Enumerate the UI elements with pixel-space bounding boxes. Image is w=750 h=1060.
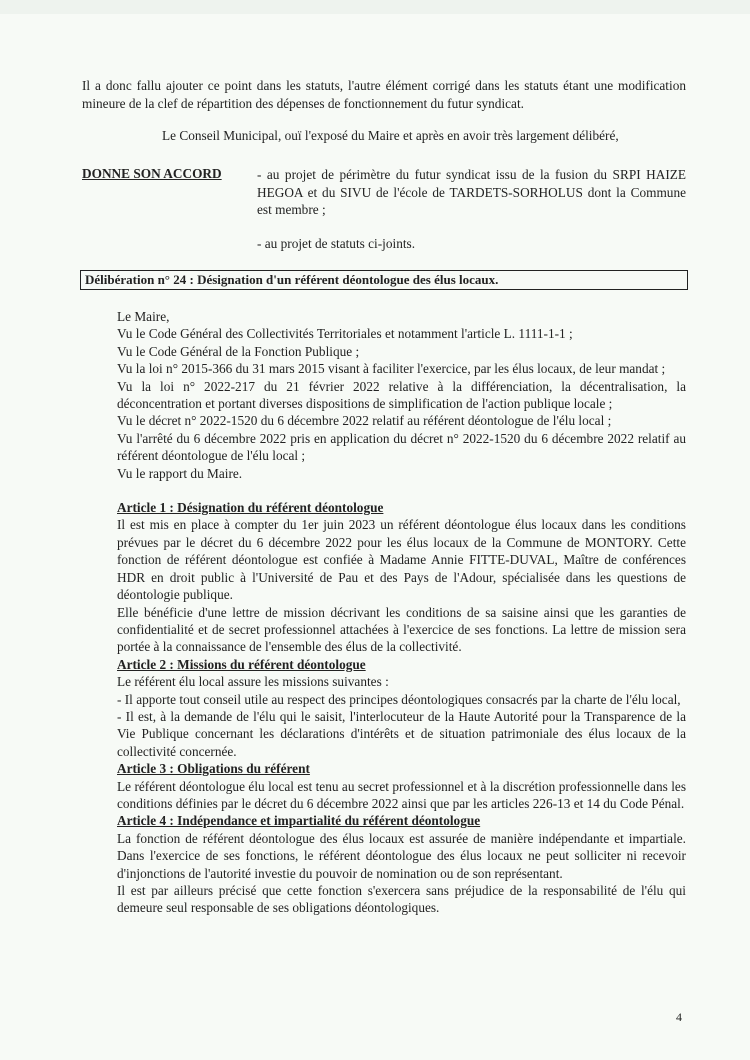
donne-item-1: - au projet de périmètre du futur syndicat issu de la fusion du SRPI HAIZE HEGOA et du SIVU de l'école de TARDETS-SORHOLUS dont la Commune est membre ; <box>257 167 686 217</box>
deliberation-title: Délibération n° 24 : Désignation d'un référent déontologue des élus locaux. <box>80 270 688 290</box>
donne-items <box>257 166 686 252</box>
article-2-paragraph: - Il apporte tout conseil utile au respect des principes déontologiques consacrés par la charte de l'élu local, <box>117 691 681 707</box>
article-2-title: Article 2 : Missions du référent déontologue <box>117 656 366 672</box>
intro-paragraph: Il a donc fallu ajouter ce point dans les statuts, l'autre élément corrigé dans les statuts étant une modification mineure de la clef de répartition des dépenses de fonctionnement du futur syndicat. <box>82 78 686 111</box>
scan-top-edge <box>0 0 750 14</box>
preamble-line: Vu l'arrêté du 6 décembre 2022 pris en application du décret n° 2022-1520 du 6 décembre 2022 relatif au référent déontologue de l'élu local ; <box>117 430 686 464</box>
article-4-paragraph: Il est par ailleurs précisé que cette fonction s'exercera sans préjudice de la responsabilité de l'élu qui demeure seul responsable de ses obligations déontologiques. <box>117 883 686 916</box>
article-3-title: Article 3 : Obligations du référent <box>117 761 310 777</box>
donne-son-accord-label: DONNE SON ACCORD <box>82 166 222 181</box>
article-1-paragraph: Elle bénéficie d'une lettre de mission décrivant les conditions de sa saisine ainsi que les garanties de confidentialité et de secret professionnel attachées à l'exercice de ses fonctions. La lettre de mission sera portée à la connaissance de l'ensemble des élus de la collectivité. <box>117 604 686 655</box>
preamble-line: Vu la loi n° 2022-217 du 21 février 2022 relative à la différenciation, la décentralisation, la déconcentration et portant diverses dispositions de simplification de l'action publique locale ; <box>117 378 686 412</box>
article-2-paragraph: Le référent élu local assure les missions suivantes : <box>117 674 389 690</box>
article-4-paragraph: La fonction de référent déontologue des élus locaux est assurée de manière indépendante et impartiale. Dans l'exercice de ses fonctions, le référent déontologue des élus locaux ne peut solliciter ni recevoir d'injonctions de l'autorité investie du pouvoir de nomination ou de son représentant. <box>117 830 686 881</box>
preamble-line: Vu le Code Général des Collectivités Territoriales et notamment l'article L. 1111-1-1 ; <box>117 326 573 342</box>
preamble-line: Le Maire, <box>117 309 170 324</box>
council-statement: Le Conseil Municipal, ouï l'exposé du Maire et après en avoir très largement délibéré, <box>162 128 619 143</box>
preamble-line: Vu le Code Général de la Fonction Publique ; <box>117 343 360 359</box>
article-3-paragraph: Le référent déontologue élu local est tenu au secret professionnel et à la discrétion professionnelle dans les conditions définies par le décret du 6 décembre 2022 ainsi que par les articles 226-13 et 14 du Code Pénal. <box>117 778 686 811</box>
article-2-paragraph: - Il est, à la demande de l'élu qui le saisit, l'interlocuteur de la Haute Autorité pour la Transparence de la Vie Publique concernant les déclarations d'intérêts et de situation patrimoniale des élus locaux de la collectivité concernée. <box>117 708 686 759</box>
page-number: 4 <box>676 1010 682 1024</box>
article-1-title: Article 1 : Désignation du référent déontologue <box>117 500 384 516</box>
donne-item-2: - au projet de statuts ci-joints. <box>257 235 416 251</box>
article-4-title: Article 4 : Indépendance et impartialité du référent déontologue <box>117 813 481 829</box>
preamble-line: Vu le décret n° 2022-1520 du 6 décembre 2022 relatif au référent déontologue de l'élu local ; <box>117 413 612 429</box>
preamble-line: Vu le rapport du Maire. <box>117 465 243 481</box>
preamble-line: Vu la loi n° 2015-366 du 31 mars 2015 visant à faciliter l'exercice, par les élus locaux, de leur mandat ; <box>117 361 666 377</box>
article-1-paragraph: Il est mis en place à compter du 1er juin 2023 un référent déontologue élus locaux dans les conditions prévues par le décret du 6 décembre 2022 pour les élus locaux de la Commune de MONTORY. Cette fonction de référent déontologue est confiée à Madame Annie FITTE-DUVAL, Maître de conférences HDR en droit public à l'Université de Pau et des Pays de l'Adour, spécialisée dans les questions de déontologie publique. <box>117 517 686 603</box>
deliberation-body <box>117 308 686 917</box>
